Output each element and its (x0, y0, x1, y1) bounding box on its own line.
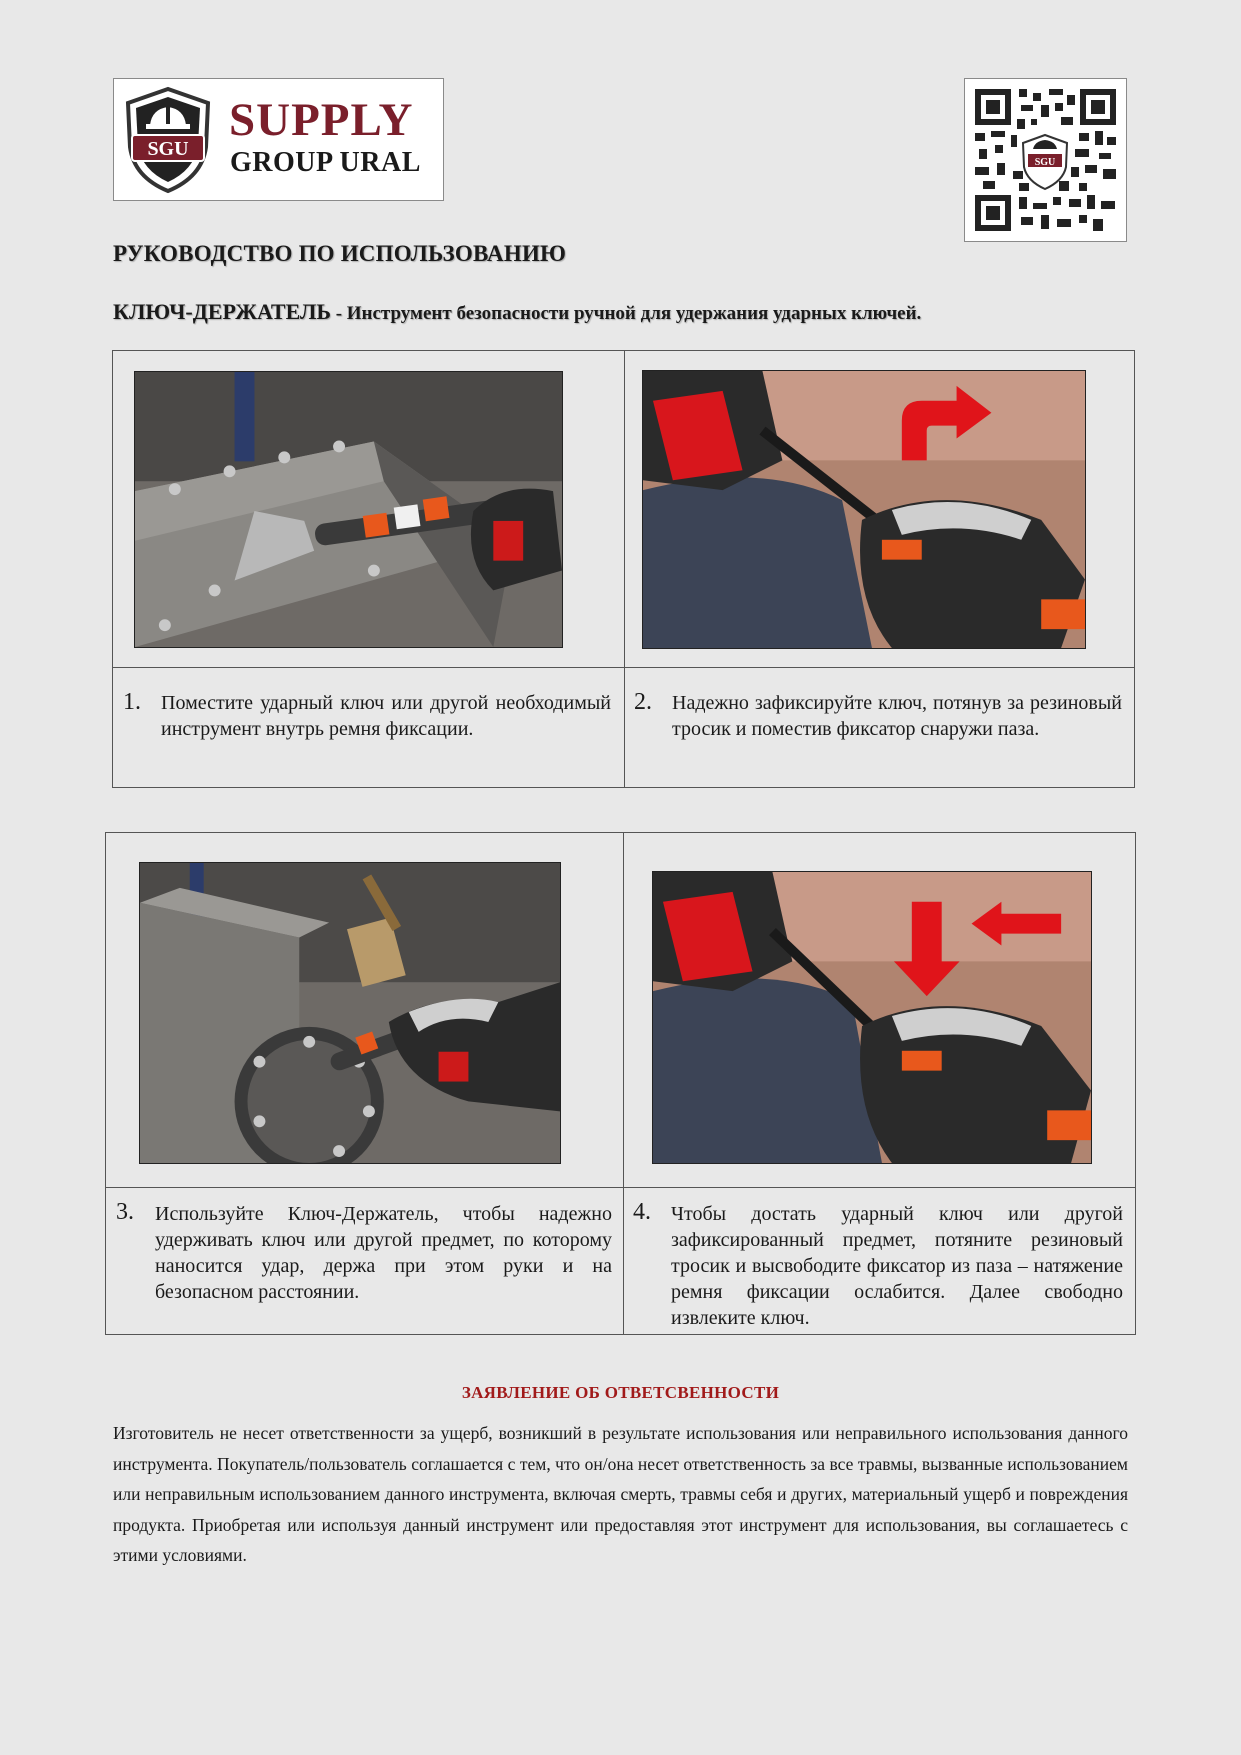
steps-table-1 (112, 350, 1135, 788)
qr-code (964, 78, 1127, 242)
step-1-number: 1. (123, 689, 141, 715)
shield-logo-icon (122, 85, 214, 195)
step-4-number: 4. (633, 1199, 651, 1225)
step-2-number: 2. (634, 689, 652, 715)
disclaimer-heading: ЗАЯВЛЕНИЕ ОБ ОТВЕТСВЕННОСТИ (461, 1383, 780, 1402)
product-heading (113, 299, 921, 325)
logo-abbr: SGU (147, 138, 189, 160)
qr-logo-abbr: SGU (1034, 157, 1056, 168)
brand-name-line1: SUPPLY (229, 94, 414, 146)
company-logo (113, 78, 444, 201)
step-4-text: Чтобы достать ударный ключ или другой зафиксированный предмет, потяните резиновый тросик и высвободите фиксатор из паза – натяжение ремня фиксации ослабится. Далее свободно извлеките ключ. (671, 1203, 1123, 1329)
step-4-photo-icon (653, 872, 1091, 1163)
step-4-photo (652, 871, 1092, 1164)
disclaimer-body: Изготовитель не несет ответственности за ущерб, возникший в результате использования или неправильного использования данного инструмента. Покупатель/пользователь соглашается с тем, что он/она несет ответственность за все травмы, вызванные использованием или неправильным использованием данного инструмента, включая смерть, травмы себя и других, материальный ущерб и повреждения продукта. Приобретая или используя данный инструмент или предоставляя этот инструмент для использования, вы соглашаетесь с этими условиями. (113, 1423, 1128, 1565)
step-1-photo (134, 371, 563, 648)
brand-name-line2: GROUP URAL (230, 147, 421, 178)
product-name: КЛЮЧ-ДЕРЖАТЕЛЬ (113, 299, 331, 324)
step-3-text: Используйте Ключ-Держатель, чтобы надежно удерживать ключ или другой предмет, по которому наносится удар, держа при этом руки и на безопасном расстоянии. (155, 1203, 612, 1303)
step-2-photo-icon (643, 371, 1085, 648)
step-3-number: 3. (116, 1199, 134, 1225)
step-1-text: Поместите ударный ключ или другой необходимый инструмент внутрь ремня фиксации. (161, 692, 611, 740)
qr-code-icon (975, 89, 1116, 231)
document-title: РУКОВОДСТВО ПО ИСПОЛЬЗОВАНИЮ (113, 241, 567, 266)
step-1-photo-icon (135, 372, 562, 647)
product-description: - Инструмент безопасности ручной для удержания ударных ключей. (330, 303, 922, 324)
step-3-photo (139, 862, 561, 1164)
step-2-text: Надежно зафиксируйте ключ, потянув за резиновый тросик и поместив фиксатор снаружи паза. (672, 692, 1122, 740)
step-3-photo-icon (140, 863, 560, 1163)
step-2-photo (642, 370, 1086, 649)
steps-table-2 (105, 832, 1136, 1335)
